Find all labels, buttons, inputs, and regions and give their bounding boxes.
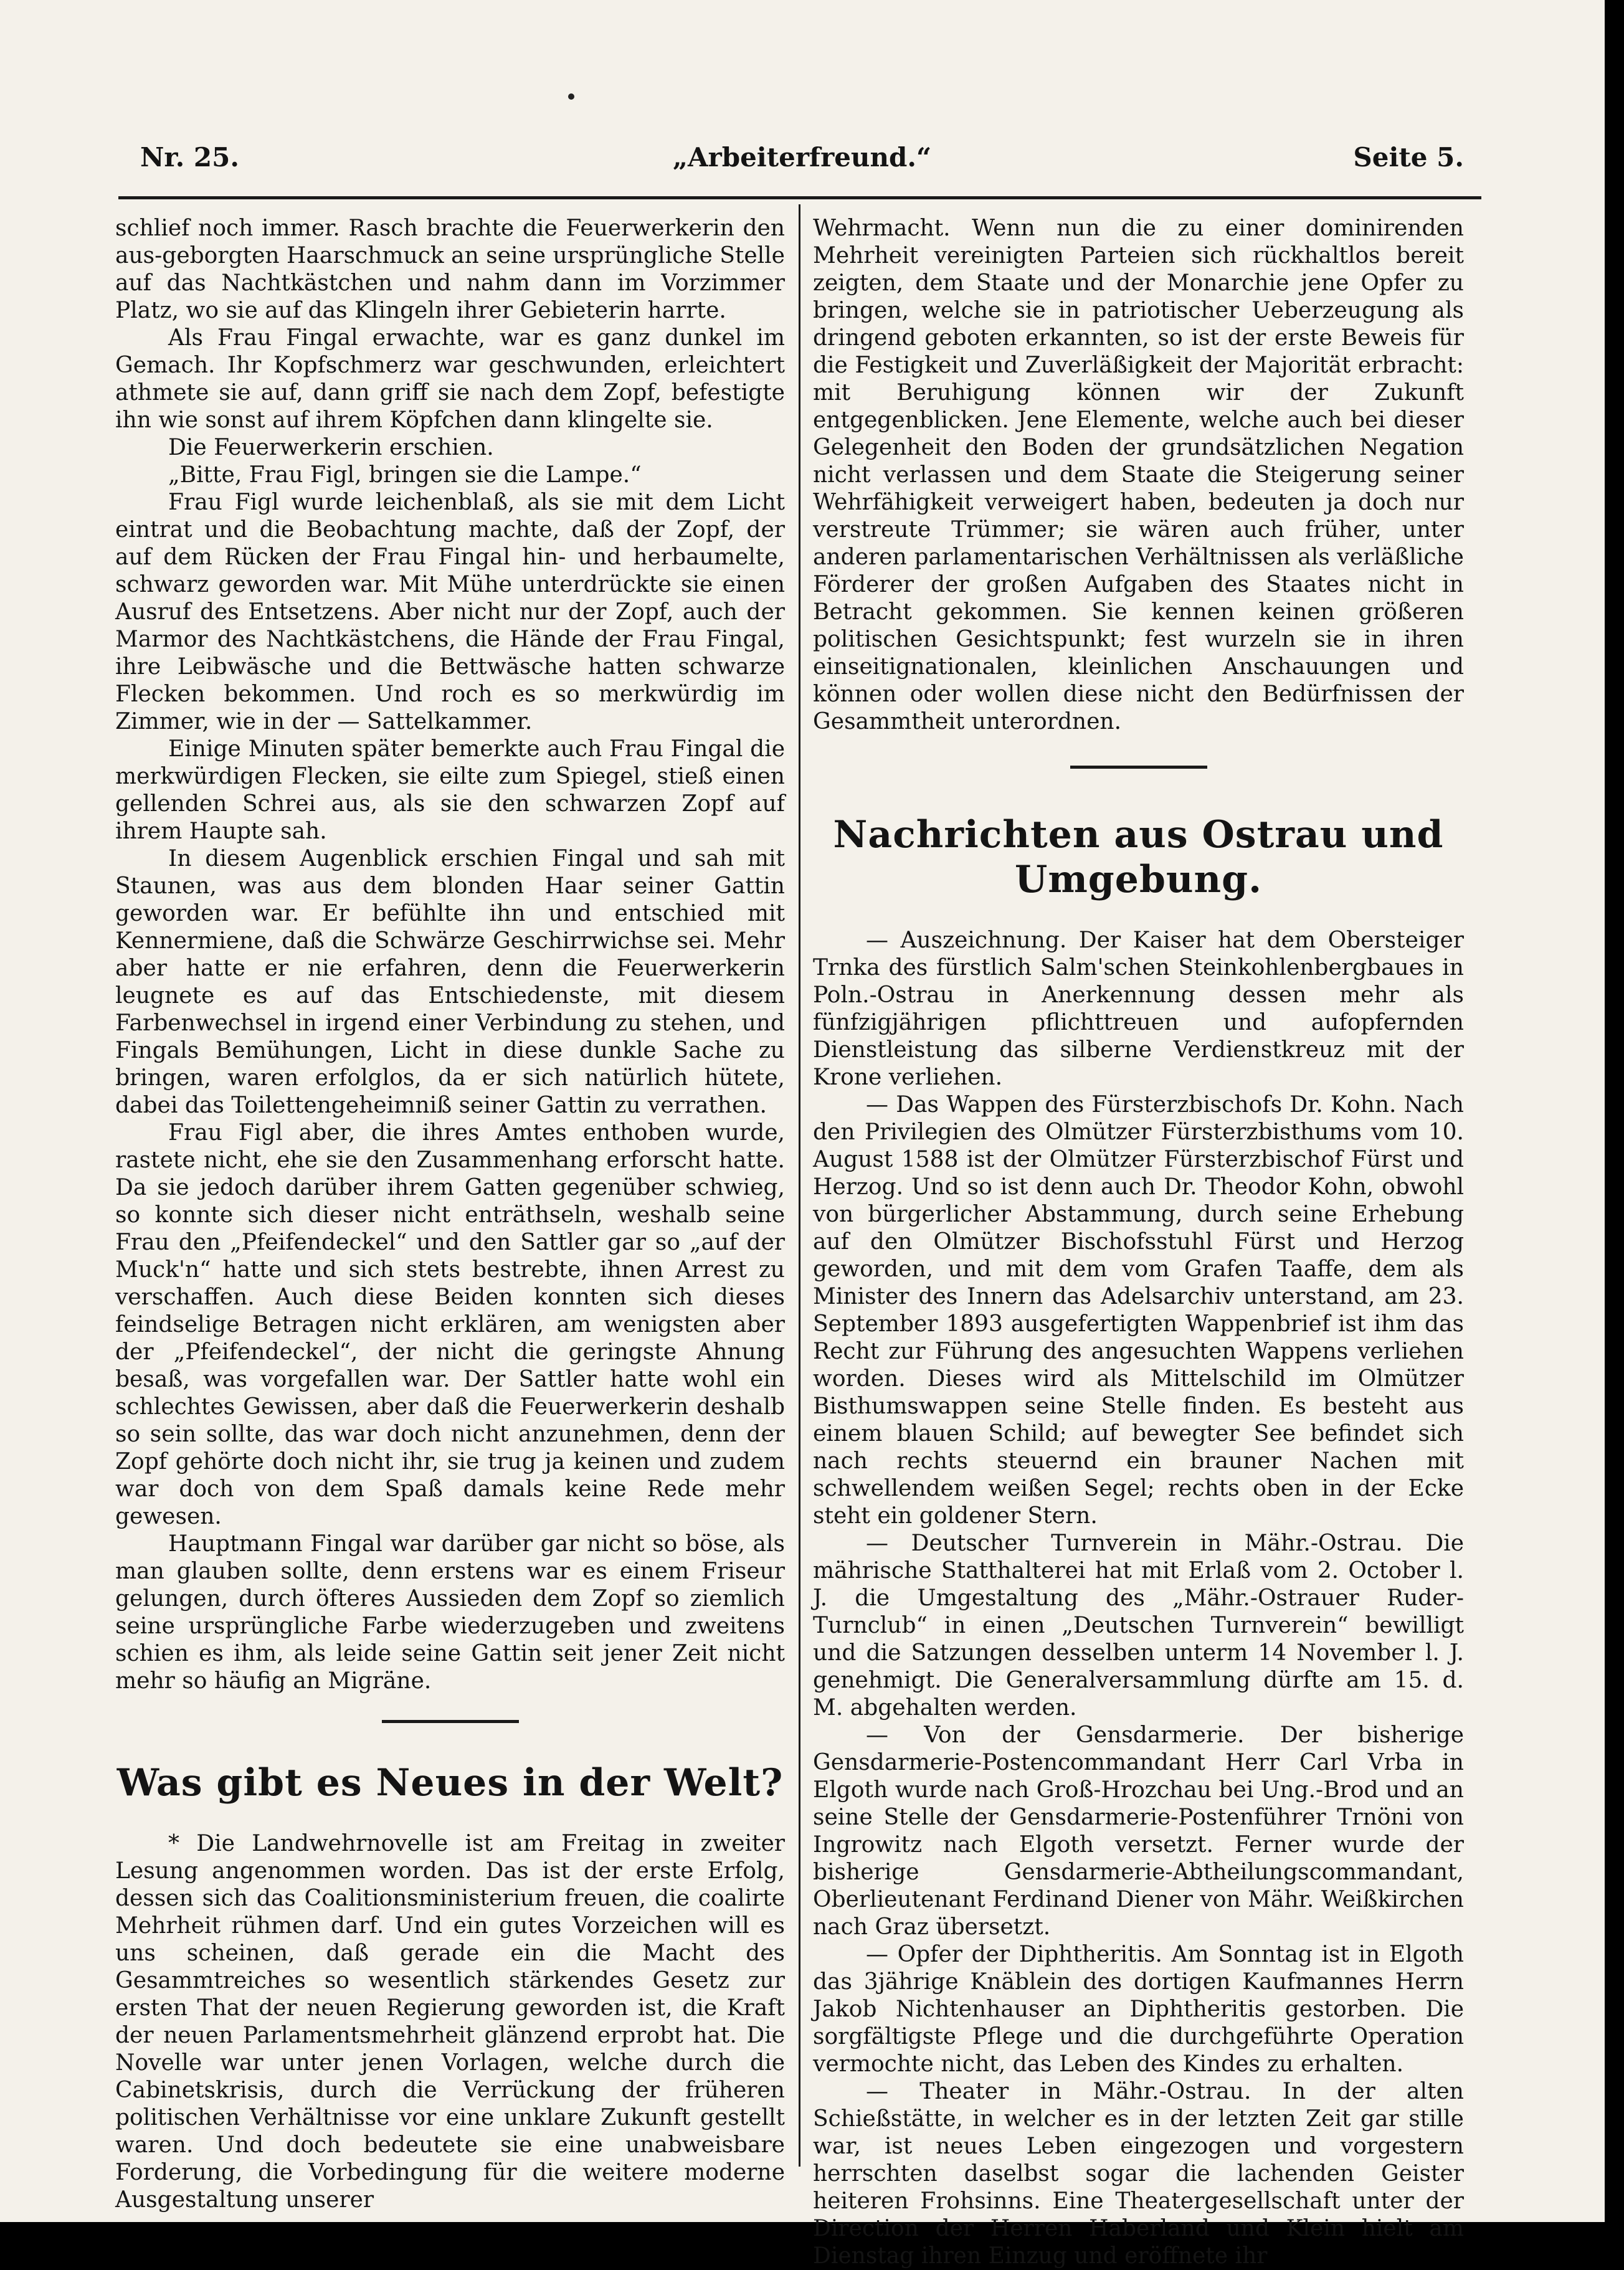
news-item-turnverein: — Deutscher Turnverein in Mähr.-Ostrau. Die mährische Statthalterei hat mit Erlaß vom 2. October l. J. die Umgestaltung des „Mähr.-Ostrauer Ruder-Turnclub“ in einen „Deutschen Turnverein“ bewilligt und die Satzungen desselben unterm 14 November l. J. genehmigt. Die Generalversammlung dürfte am 15. d. M. abgehalten werden. — [813, 1531, 1464, 1721]
news-item-gensdarmerie: — Von der Gensdarmerie. Der bisherige Gensdarmerie-Postencommandant Herr Carl Vrba in Elgoth wurde nach Groß-Hrozchau bei Ung.-Brod und an seine Stelle der Gensdarmerie-Postenführer Trnöni von Ingrowitz nach Elgoth versetzt. Ferner wurde der bisherige Gensdarmerie-Abtheilungscommandant, Oberlieutenant Ferdinand Diener von Mähr. Weißkirchen nach Graz übersetzt. — [813, 1722, 1464, 1940]
section-heading-world-news: Was gibt es Neues in der Welt? — [116, 1761, 784, 1805]
story-paragraph: Frau Figl aber, die ihres Amtes enthoben wurde, rastete nicht, ehe sie den Zusammenhang erforscht hatte. Da sie jedoch darüber ihrem Gatten gegenüber schwieg, so konnte sich dieser nicht enträthseln, weshalb seine Frau den „Pfeifendeckel“ und den Sattler gar so „auf der Muck'n“ hatte und sich stets bestrebte, ihnen Arrest zu verschaffen. Auch diese Beiden konnten sich dieses feindselige Betragen nicht erklären, am wenigsten aber der „Pfeifendeckel“, der nicht die geringste Ahnung besaß, was vorgefallen war. Der Sattler hatte wohl ein schlechtes Gewissen, aber daß die Feuerwerkerin deshalb so sein sollte, das war doch nicht anzunehmen, denn der Zopf gehörte doch nicht ihr, sie trug ja keinen und zudem war doch von dem Spaß damals keine Rede mehr gewesen. — [115, 1120, 785, 1529]
column-rule — [799, 204, 800, 2167]
story-paragraph: „Bitte, Frau Figl, bringen sie die Lampe.“ — [168, 462, 642, 488]
section-separator — [1070, 766, 1207, 769]
story-paragraph: Die Feuerwerkerin erschien. — [168, 435, 494, 460]
left-column — [115, 215, 785, 2214]
news-item-wappen: — Das Wappen des Fürsterzbischofs Dr. Kohn. Nach den Privilegien des Olmützer Fürsterzbisthums vom 10. August 1588 ist der Olmützer Fürsterzbischof Fürst und Herzog. Und so ist denn auch Dr. Theodor Kohn, obwohl von bürgerlicher Abstammung, durch seine Erhebung auf den Olmützer Bischofsstuhl Fürst und Herzog geworden, und mit dem vom Grafen Taaffe, dem als Minister des Innern das Adelsarchiv unterstand, am 23. September 1893 ausgefertigten Wappenbrief ist ihm das Recht zur Führung des angesuchten Wappens verliehen worden. Dieses wird als Mittelschild im Olmützer Bisthumswappen seine Stelle finden. Es besteht aus einem blauen Schild; auf bewegter See befindet sich nach rechts steuernd ein brauner Nachen mit schwellendem weißen Segel; rechts oben in der Ecke steht ein goldener Stern. — [813, 1092, 1464, 1529]
section-heading-local-news: Nachrichten aus Ostrau und Umgebung. — [833, 813, 1444, 901]
header-rule — [118, 196, 1481, 199]
news-item-auszeichnung: — Auszeichnung. Der Kaiser hat dem Obersteiger Trnka des fürstlich Salm'schen Steinkohlenbergbaues in Poln.-Ostrau in Anerkennung dessen mehr als fünfzigjährigen pflichttreuen und aufopfernden Dienstleistung das silberne Verdienstkreuz mit der Krone verliehen. — [813, 928, 1464, 1090]
paper-title: „Arbeiterfreund.“ — [672, 142, 932, 173]
news-item-theater: — Theater in Mähr.-Ostrau. In der alten Schießstätte, in welcher es in der letzten Zeit gar stille war, ist neues Leben eingezogen und vorgestern herrschten daselbst sogar die lachenden Geister heiteren Frohsinns. Eine Theatergesellschaft unter der Direction der Herren Haberland und Klein hielt am Dienstag ihren Einzug und eröffnete ihr — [813, 2079, 1464, 2269]
article-paragraph: Wehrmacht. Wenn nun die zu einer dominirenden Mehrheit vereinigten Parteien sich rückhaltlos bereit zeigten, dem Staate und der Monarchie jene Opfer zu bringen, welche sie in patriotischer Ueberzeugung als dringend geboten erkannten, so ist der erste Beweis für die Festigkeit und Zuverläßigkeit der Majorität erbracht: mit Beruhigung können wir der Zukunft entgegenblicken. Jene Elemente, welche auch bei dieser Gelegenheit den Boden der grundsätzlichen Negation nicht verlassen und dem Staate die Steigerung seiner Wehrfähigkeit verweigert haben, bedeuten ja doch nur verstreute Trümmer; sie wären auch früher, unter anderen parlamentarischen Verhältnissen als verläßliche Förderer der großen Aufgaben des Staates nicht in Betracht gekommen. Sie kennen keinen größeren politischen Gesichtspunkt; fest wurzeln sie in ihren einseitignationalen, kleinlichen Anschauungen und können oder wollen diese nicht den Bedürfnissen der Gesammtheit unterordnen. — [813, 216, 1464, 734]
right-column — [813, 215, 1464, 2270]
news-item-diphtheritis: — Opfer der Diphtheritis. Am Sonntag ist in Elgoth das 3jährige Knäblein des dortigen Kaufmannes Herrn Jakob Nichtenhauser an Diphtheritis gestorben. Die sorgfältigste Pflege und die durchgeführte Operation vermochte nicht, das Leben des Kindes zu erhalten. — [813, 1942, 1464, 2077]
story-paragraph: In diesem Augenblick erschien Fingal und sah mit Staunen, was aus dem blonden Haar seiner Gattin geworden war. Er befühlte ihn und entschied mit Kennermiene, daß die Schwärze Geschirrwichse sei. Mehr aber hatte er nie erfahren, denn die Feuerwerkerin leugnete es auf das Entschiedenste, mit diesem Farbenwechsel in irgend einer Verbindung zu stehen, und Fingals Bemühungen, Licht in diese dunkle Sache zu bringen, waren erfolglos, da er sich natürlich hütete, dabei das Toilettengeheimniß seiner Gattin zu verrathen. — [115, 846, 785, 1118]
page-number: Seite 5. — [1353, 142, 1464, 173]
story-paragraph: Frau Figl wurde leichenblaß, als sie mit dem Licht eintrat und die Beobachtung machte, daß der Zopf, der auf dem Rücken der Frau Fingal hin- und herbaumelte, schwarz geworden war. Mit Mühe unterdrückte sie einen Ausruf des Entsetzens. Aber nicht nur der Zopf, auch der Marmor des Nachtkästchens, die Hände der Frau Fingal, ihre Leibwäsche und die Bettwäsche hatten schwarze Flecken bekommen. Und roch es so merkwürdig im Zimmer, wie in der — Sattelkammer. — [115, 490, 785, 734]
story-paragraph: schlief noch immer. Rasch brachte die Feuerwerkerin den aus-geborgten Haarschmuck an seine ursprüngliche Stelle auf das Nachtkästchen und nahm dann im Vorzimmer Platz, wo sie auf das Klingeln ihrer Gebieterin harrte. — [115, 216, 785, 323]
story-paragraph: Als Frau Fingal erwachte, war es ganz dunkel im Gemach. Ihr Kopfschmerz war geschwunden, erleichtert athmete sie auf, dann griff sie nach dem Zopf, befestigte ihn wie sonst auf ihrem Köpfchen dann klingelte sie. — [115, 325, 785, 433]
story-paragraph: Einige Minuten später bemerkte auch Frau Fingal die merkwürdigen Flecken, sie eilte zum Spiegel, stieß einen gellenden Schrei aus, als sie den schwarzen Zopf auf ihrem Haupte sah. — [115, 736, 785, 844]
page-header — [140, 142, 1464, 186]
section-separator — [382, 1720, 519, 1723]
news-paragraph: * Die Landwehrnovelle ist am Freitag in zweiter Lesung angenommen worden. Das ist der erste Erfolg, dessen sich das Coalitionsministerium freuen, die coalirte Mehrheit rühmen darf. Und ein gutes Vorzeichen will es uns scheinen, daß gerade ein die Macht des Gesammtreiches so wesentlich stärkendes Gesetz zur ersten That der neuen Regierung geworden ist, die Kraft der neuen Parlamentsmehrheit glänzend erprobt hat. Die Novelle war unter jenen Vorlagen, welche durch die Cabinetskrisis, durch die Verrückung der früheren politischen Verhältnisse vor eine unklare Zukunft gestellt waren. Und doch bedeutete sie eine unabweisbare Forderung, die Vorbedingung für die weitere moderne Ausgestaltung unserer — [115, 1831, 785, 2213]
print-speck — [568, 93, 574, 100]
issue-number: Nr. 25. — [140, 142, 239, 173]
story-paragraph: Hauptmann Fingal war darüber gar nicht so böse, als man glauben sollte, denn erstens war es einem Friseur gelungen, durch öfteres Aussieden dem Zopf so ziemlich seine ursprüngliche Farbe wiederzugeben und zweitens schien es ihm, als leide seine Gattin seit jener Zeit nicht mehr so häufig an Migräne. — [115, 1531, 785, 1694]
